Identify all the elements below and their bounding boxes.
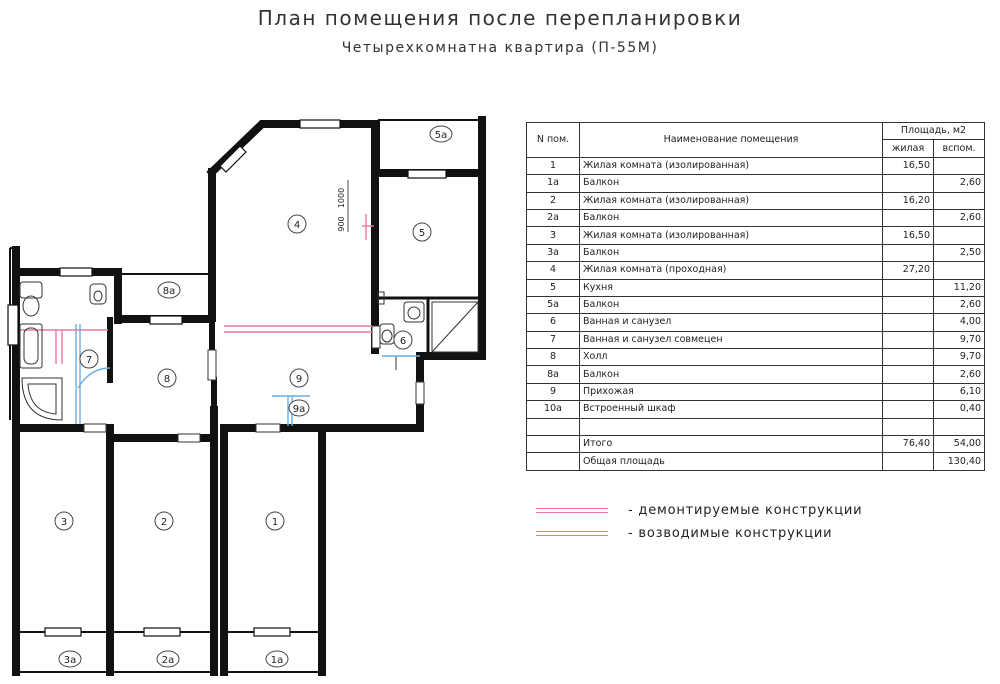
table-cell-num [527, 453, 580, 470]
table-cell-aux: 9,70 [934, 349, 985, 366]
table-cell-name: Жилая комната (проходная) [580, 262, 883, 279]
table-cell-living [883, 331, 934, 348]
table-row [527, 383, 985, 400]
table-cell-aux [934, 157, 985, 174]
table-cell-num: 4 [527, 262, 580, 279]
room-label: 7 [85, 355, 93, 366]
legend-added [536, 526, 832, 541]
table-cell-name: Балкон [580, 175, 883, 192]
table-cell-aux: 2,60 [934, 296, 985, 313]
table-row [527, 157, 985, 174]
table-cell-num: 5 [527, 279, 580, 296]
table-cell-name [580, 418, 883, 435]
room-label: 9а [292, 404, 306, 415]
room-label: 4 [293, 220, 301, 231]
room-label: 2 [160, 517, 168, 528]
dimension-label: 1000 [337, 187, 346, 209]
table-cell-name: Ванная и санузел [580, 314, 883, 331]
table-cell-living: 16,50 [883, 157, 934, 174]
table-cell-aux: 54,00 [934, 436, 985, 453]
room-label-circles [55, 126, 452, 667]
col-num-header: N пом. [527, 123, 580, 158]
legend-removed [536, 503, 862, 518]
table-cell-living [883, 366, 934, 383]
room-label: 6 [399, 336, 407, 347]
table-cell-num: 1 [527, 157, 580, 174]
table-cell-name: Холл [580, 349, 883, 366]
table-cell-aux [934, 227, 985, 244]
table-row [527, 227, 985, 244]
table-row [527, 418, 985, 435]
table-cell-num: 3а [527, 244, 580, 261]
col-name-header: Наименование помещения [580, 123, 883, 158]
table-row [527, 331, 985, 348]
legend-added-swatch [536, 531, 608, 536]
dimension-label: 900 [337, 216, 346, 232]
table-cell-name: Балкон [580, 244, 883, 261]
balconies [10, 120, 482, 672]
table-row [527, 279, 985, 296]
table-cell-name: Ванная и санузел совмецен [580, 331, 883, 348]
table-cell-living: 27,20 [883, 262, 934, 279]
table-cell-aux: 0,40 [934, 401, 985, 418]
table-cell-aux: 6,10 [934, 383, 985, 400]
table-cell-living [883, 279, 934, 296]
table-cell-aux [934, 262, 985, 279]
table-cell-num [527, 418, 580, 435]
table-row [527, 192, 985, 209]
room-label: 5а [434, 130, 448, 141]
table-cell-num: 7 [527, 331, 580, 348]
table-cell-num: 2 [527, 192, 580, 209]
removed-constructions [20, 214, 374, 364]
room-label: 2а [161, 655, 175, 666]
table-cell-name: Кухня [580, 279, 883, 296]
table-cell-living [883, 296, 934, 313]
table-row [527, 244, 985, 261]
table-cell-name: Жилая комната (изолированная) [580, 192, 883, 209]
table-row [527, 175, 985, 192]
table-cell-num: 10а [527, 401, 580, 418]
table-cell-living: 16,50 [883, 227, 934, 244]
room-label: 8а [162, 286, 176, 297]
dimensions [337, 180, 348, 232]
table-cell-aux: 2,50 [934, 244, 985, 261]
table-cell-num: 1а [527, 175, 580, 192]
table-cell-num: 3 [527, 227, 580, 244]
table-cell-living [883, 244, 934, 261]
table-cell-living [883, 349, 934, 366]
table-cell-name: Жилая комната (изолированная) [580, 157, 883, 174]
room-label: 3 [60, 517, 68, 528]
table-row [527, 314, 985, 331]
table-cell-living: 16,20 [883, 192, 934, 209]
table-cell-name: Прихожая [580, 383, 883, 400]
page-subtitle: Четырехкомнатна квартира (П-55М) [341, 40, 659, 56]
table-row [527, 262, 985, 279]
page-title: План помещения после перепланировки [257, 6, 743, 30]
room-area-table [526, 122, 985, 471]
table-cell-num [527, 436, 580, 453]
legend-removed-label: - демонтируемые конструкции [628, 503, 863, 518]
col-living-header: жилая [883, 140, 934, 157]
table-cell-aux: 2,60 [934, 175, 985, 192]
table-cell-aux [934, 192, 985, 209]
room-label: 9 [295, 374, 303, 385]
table-row [527, 366, 985, 383]
table-cell-living [883, 401, 934, 418]
table-cell-aux [934, 418, 985, 435]
table-cell-name: Балкон [580, 366, 883, 383]
table-cell-aux: 4,00 [934, 314, 985, 331]
table-cell-name: Встроенный шкаф [580, 401, 883, 418]
table-cell-aux: 130,40 [934, 453, 985, 470]
table-cell-num: 8 [527, 349, 580, 366]
table-cell-num: 8а [527, 366, 580, 383]
table-cell-living [883, 314, 934, 331]
table-cell-living [883, 418, 934, 435]
table-cell-name: Итого [580, 436, 883, 453]
table-row [527, 209, 985, 226]
legend-removed-swatch [536, 508, 608, 513]
table-row [527, 296, 985, 313]
room-label: 1а [270, 655, 284, 666]
walls [16, 120, 482, 672]
table-cell-living: 76,40 [883, 436, 934, 453]
table-cell-living [883, 383, 934, 400]
table-cell-name: Балкон [580, 296, 883, 313]
room-label: 1 [271, 517, 279, 528]
table-cell-name: Общая площадь [580, 453, 883, 470]
room-label: 3а [63, 655, 77, 666]
legend-added-label: - возводимые конструкции [628, 526, 833, 541]
table-cell-aux: 2,60 [934, 209, 985, 226]
room-labels [61, 130, 447, 666]
table-row [527, 436, 985, 453]
added-constructions [76, 324, 420, 426]
table-row [527, 349, 985, 366]
table-cell-name: Жилая комната (изолированная) [580, 227, 883, 244]
table-cell-num: 9 [527, 383, 580, 400]
table-row [527, 453, 985, 470]
room-label: 5 [418, 228, 426, 239]
table-cell-aux: 9,70 [934, 331, 985, 348]
table-cell-living [883, 175, 934, 192]
table-cell-living [883, 209, 934, 226]
table-cell-name: Балкон [580, 209, 883, 226]
table-row [527, 401, 985, 418]
table-cell-aux: 11,20 [934, 279, 985, 296]
table-cell-num: 2а [527, 209, 580, 226]
table-cell-living [883, 453, 934, 470]
table-cell-num: 5а [527, 296, 580, 313]
col-aux-header: вспом. [934, 140, 985, 157]
room-label: 8 [163, 374, 171, 385]
table-cell-aux: 2,60 [934, 366, 985, 383]
table-cell-num: 6 [527, 314, 580, 331]
col-area-header: Площадь, м2 [883, 123, 985, 140]
